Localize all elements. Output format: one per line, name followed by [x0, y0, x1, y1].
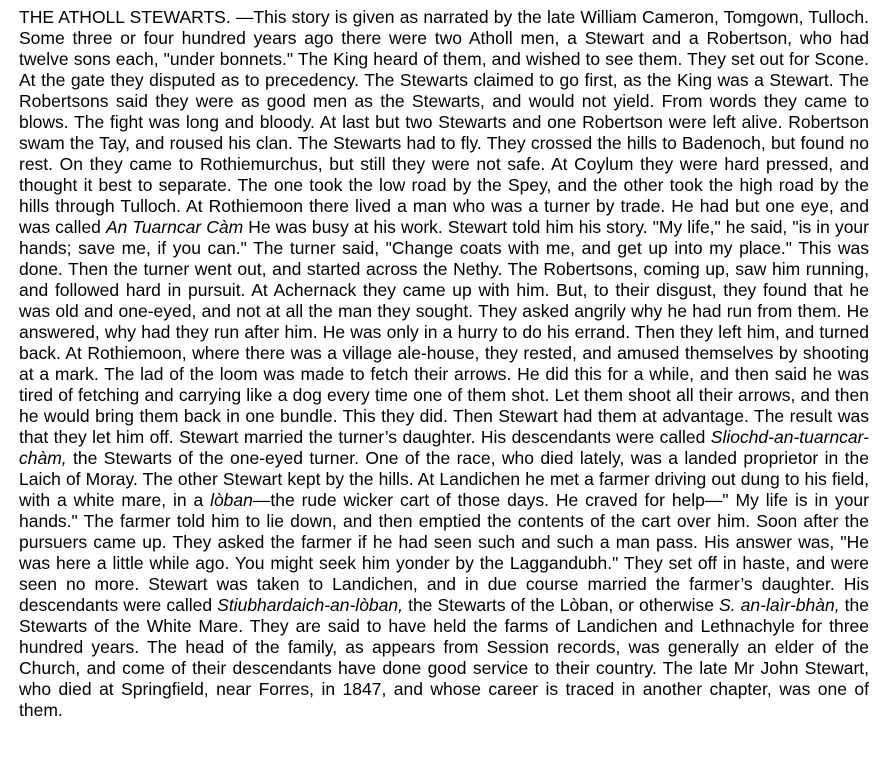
text-run: He was busy at his work. Stewart told him his story. "My life," he said, "is in your hands; save me, if you can." The turner said, "Change coats with me, and get up into my place." This was done. Then the turner went out, and started across the Nethy. The Robertsons, coming up, saw him running, and followed hard in pursuit. At Achernack they came up with him. But, to their disgust, they found that he was old and one-eyed, and not at all the man they sought. They asked angrily why he had run from them. He answered, why had they run after him. He was only in a hurry to do his errand. Then they left him, and turned back. At Rothiemoon, where there was a village ale-house, they rested, and amused themselves by shooting at a mark. The lad of the loom was made to fetch their arrows. He did this for a while, and then said he was tired of fetching and carrying like a dog every time one of them shot. Let them shoot all their arrows, and then he would bring them back in one bundle. This they did. Then Stewart had them at advantage. The result was that they let him off. Stewart married the turner’s daughter. His descendants were called [19, 217, 869, 447]
text-run: —This story is given as narrated by the late William Cameron, Tomgown, Tulloch. Some three or four hundred years ago there were two Atholl men, a Stewart and a Robertson, who had twelve sons each, "under bonnets." The King heard of them, and wished to see them. They set out for Scone. At the gate they disputed as to precedency. The Stewarts claimed to go first, as the King was a Stewart. The Robertsons said they were as good men as the Stewarts, and would not yield. From words they came to blows. The fight was long and bloody. At last but two Stewarts and one Robertson were left alive. Robertson swam the Tay, and roused his clan. The Stewarts had to fly. They crossed the hills to Badenoch, but found no rest. On they came to Rothiemurchus, but still they were not safe. At Coylum they were hard pressed, and thought it best to separate. The one took the low road by the Spey, and the other took the high road by the hills through Tulloch. At Rothiemoon there lived a man who was a turner by trade. He had but one eye, and was called [19, 7, 869, 237]
text-run: the Stewarts of the Lòban, or otherwise [403, 595, 720, 615]
text-run: the Stewarts of the White Mare. They are said to have held the farms of Landichen and Lethnachyle for three hundred years. The head of the family, as appears from Session records, was generally an elder of the Church, and come of their descendants have done good service to their country. The late Mr John Stewart, who died at Springfield, near Forres, in 1847, and whose career is traced in another chapter, was one of them. [19, 595, 869, 720]
story-paragraph [19, 7, 869, 721]
text-run: the Stewarts of the one-eyed turner. One of the race, who died lately, was a landed proprietor in the Laich of Moray. The other Stewart kept by the hills. At Landichen he met a farmer driving out dung to his field, with a white mare, in a [19, 448, 869, 510]
story-title: THE ATHOLL STEWARTS. [19, 7, 231, 27]
gaelic-term-sliochd: Sliochd-an-tuarncar-chàm, [19, 427, 869, 468]
gaelic-term-tuarncar-cam: An Tuarncar Càm [105, 217, 244, 237]
text-run: —the rude wicker cart of those days. He craved for help—" My life is in your hands." The farmer told him to lie down, and then emptied the contents of the cart over him. Soon after the pursuers came up. They asked the farmer if he had seen such and such a man pass. His answer was, "He was here a little while ago. You might seek him yonder by the Laggandubh." They set off in haste, and were seen no more. Stewart was taken to Landichen, and in due course married the farmer’s daughter. His descendants were called [19, 490, 869, 615]
gaelic-term-stiubhardaich: Stiubhardaich-an-lòban, [217, 595, 403, 615]
gaelic-term-lair-bhan: S. an-laìr-bhàn, [719, 595, 840, 615]
gaelic-term-loban: lòban [210, 490, 253, 510]
